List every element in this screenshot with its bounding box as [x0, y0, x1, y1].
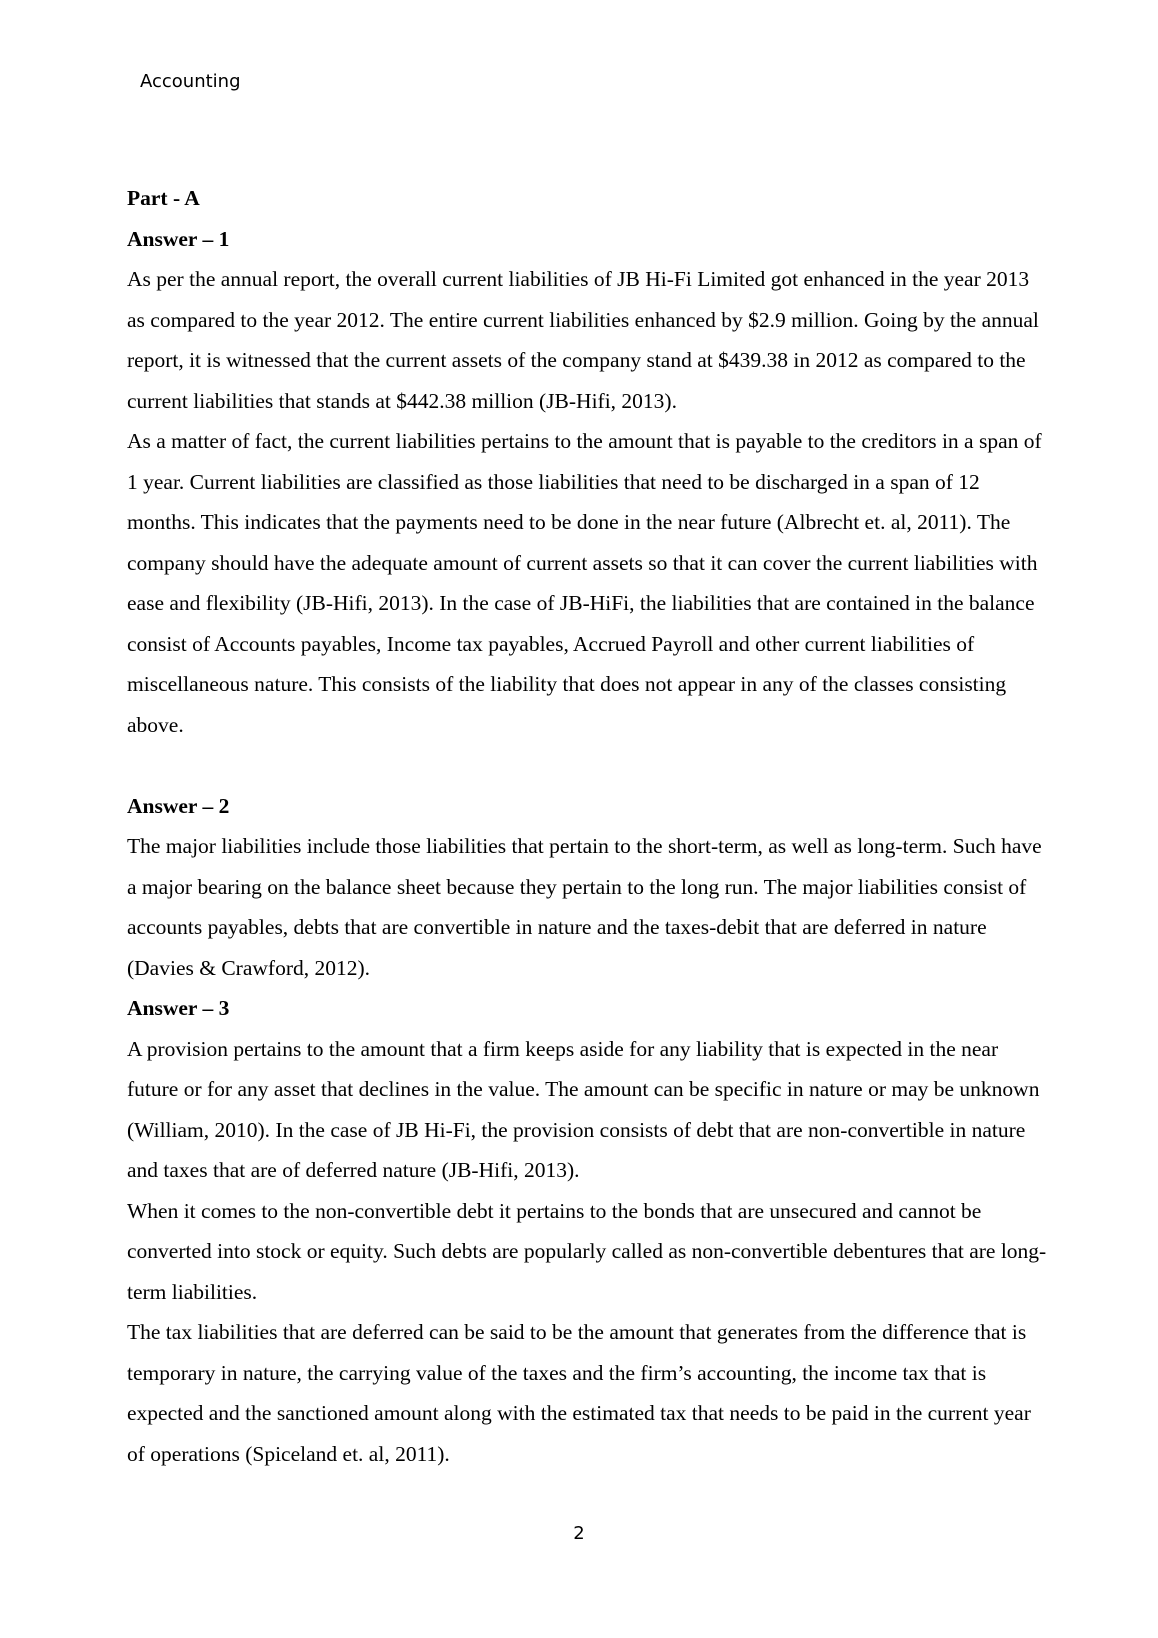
- section-spacer: [127, 745, 1047, 786]
- answer-1-heading: Answer – 1: [127, 226, 230, 251]
- answer-3-paragraph-2: When it comes to the non-convertible debt it pertains to the bonds that are unsecured and cannot be converted into stock or equity. Such debts are popularly called as non-convertible debentures that are long-term liabilities.: [127, 1198, 1047, 1304]
- answer-2-paragraph-1: The major liabilities include those liabilities that pertain to the short-term, as well as long-term. Such have a major bearing on the balance sheet because they pertain to the long run. The major liabilities consist of accounts payables, debts that are convertible in nature and the taxes-debit that are deferred in nature (Davies & Crawford, 2012).: [127, 834, 1042, 980]
- page-number: 2: [573, 1523, 585, 1544]
- answer-1-paragraph-1: As per the annual report, the overall current liabilities of JB Hi-Fi Limited got enhanced in the year 2013 as compared to the year 2012. The entire current liabilities enhanced by $2.9 million. Going by the annual report, it is witnessed that the current assets of the company stand at $439.38 in 2012 as compared to the current liabilities that stands at $442.38 million (JB-Hifi, 2013).: [127, 267, 1039, 413]
- answer-3-heading: Answer – 3: [127, 996, 230, 1020]
- document-body: [127, 178, 1047, 1474]
- answer-1-paragraph-2: As a matter of fact, the current liabilities pertains to the amount that is payable to the creditors in a span of 1 year. Current liabilities are classified as those liabilities that need to be discharged in a span of 12 months. This indicates that the payments need to be done in the near future (Albrecht et. al, 2011). The company should have the adequate amount of current assets so that it can cover the current liabilities with ease and flexibility (JB-Hifi, 2013). In the case of JB-HiFi, the liabilities that are contained in the balance consist of Accounts payables, Income tax payables, Accrued Payroll and other current liabilities of miscellaneous nature. This consists of the liability that does not appear in any of the classes consisting above.: [127, 429, 1042, 737]
- page-header: Accounting: [140, 71, 241, 92]
- answer-3-paragraph-1: A provision pertains to the amount that a firm keeps aside for any liability that is expected in the near future or for any asset that declines in the value. The amount can be specific in nature or may be unknown (William, 2010). In the case of JB Hi-Fi, the provision consists of debt that are non-convertible in nature and taxes that are of deferred nature (JB-Hifi, 2013).: [127, 1036, 1040, 1182]
- answer-3-paragraph-3: The tax liabilities that are deferred can be said to be the amount that generates from the difference that is temporary in nature, the carrying value of the taxes and the firm’s accounting, the income tax that is expected and the sanctioned amount along with the estimated tax that needs to be paid in the current year of operations (Spiceland et. al, 2011).: [127, 1320, 1031, 1466]
- part-heading: Part - A: [127, 186, 200, 210]
- answer-2-heading: Answer – 2: [127, 793, 230, 818]
